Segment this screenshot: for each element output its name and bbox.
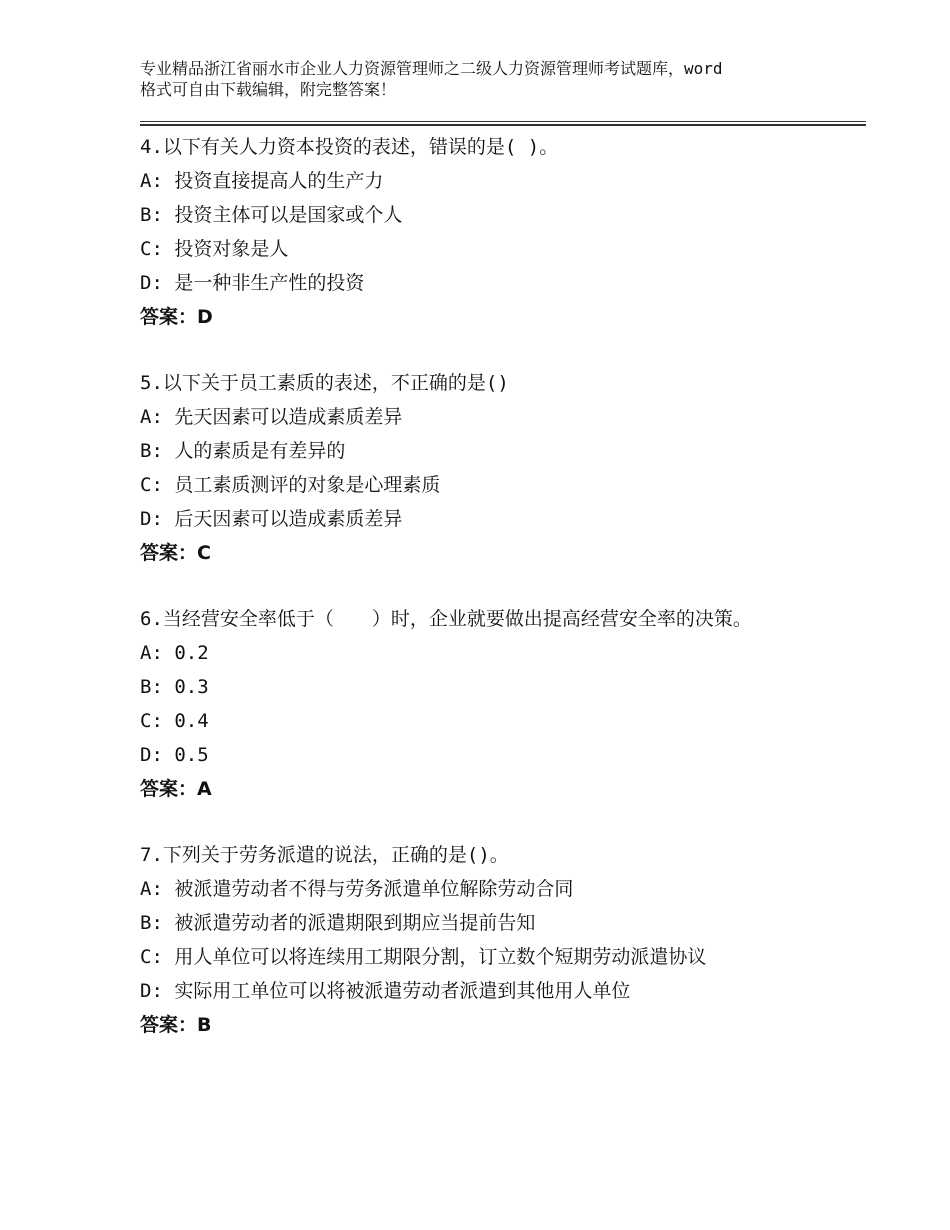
header-divider-thick <box>140 124 866 126</box>
option-a: A: 投资直接提高人的生产力 <box>140 170 384 192</box>
option-d: D: 后天因素可以造成素质差异 <box>140 508 403 530</box>
header-line-2: 格式可自由下载编辑，附完整答案！ <box>140 80 397 99</box>
option-d: D: 0.5 <box>140 744 209 766</box>
option-a: A: 先天因素可以造成素质差异 <box>140 406 403 428</box>
option-c: C: 用人单位可以将连续用工期限分割，订立数个短期劳动派遣协议 <box>140 946 707 968</box>
document-header <box>140 58 830 100</box>
header-line-1: 专业精品浙江省丽水市企业人力资源管理师之二级人力资源管理师考试题库，word <box>140 59 723 78</box>
option-a: A: 被派遣劳动者不得与劳务派遣单位解除劳动合同 <box>140 878 574 900</box>
answer-label: 答案：B <box>140 1014 212 1036</box>
header-divider-thin <box>140 121 866 122</box>
option-c: C: 投资对象是人 <box>140 238 289 260</box>
option-b: B: 0.3 <box>140 676 209 698</box>
option-b: B: 投资主体可以是国家或个人 <box>140 204 403 226</box>
option-a: A: 0.2 <box>140 642 209 664</box>
question-list <box>140 130 830 1074</box>
option-b: B: 被派遣劳动者的派遣期限到期应当提前告知 <box>140 912 536 934</box>
question-5 <box>140 366 830 570</box>
answer-label: 答案：C <box>140 542 211 564</box>
option-c: C: 0.4 <box>140 710 209 732</box>
option-d: D: 实际用工单位可以将被派遣劳动者派遣到其他用人单位 <box>140 980 631 1002</box>
answer-label: 答案：A <box>140 778 212 800</box>
option-b: B: 人的素质是有差异的 <box>140 440 346 462</box>
question-stem: 5.以下关于员工素质的表述，不正确的是() <box>140 372 509 394</box>
question-4 <box>140 130 830 334</box>
option-c: C: 员工素质测评的对象是心理素质 <box>140 474 441 496</box>
question-stem: 7.下列关于劳务派遣的说法，正确的是()。 <box>140 844 509 866</box>
answer-label: 答案：D <box>140 306 213 328</box>
question-stem: 4.以下有关人力资本投资的表述，错误的是( )。 <box>140 136 559 158</box>
question-stem: 6.当经营安全率低于（ ）时，企业就要做出提高经营安全率的决策。 <box>140 608 752 630</box>
question-7 <box>140 838 830 1042</box>
question-6 <box>140 602 830 806</box>
option-d: D: 是一种非生产性的投资 <box>140 272 365 294</box>
